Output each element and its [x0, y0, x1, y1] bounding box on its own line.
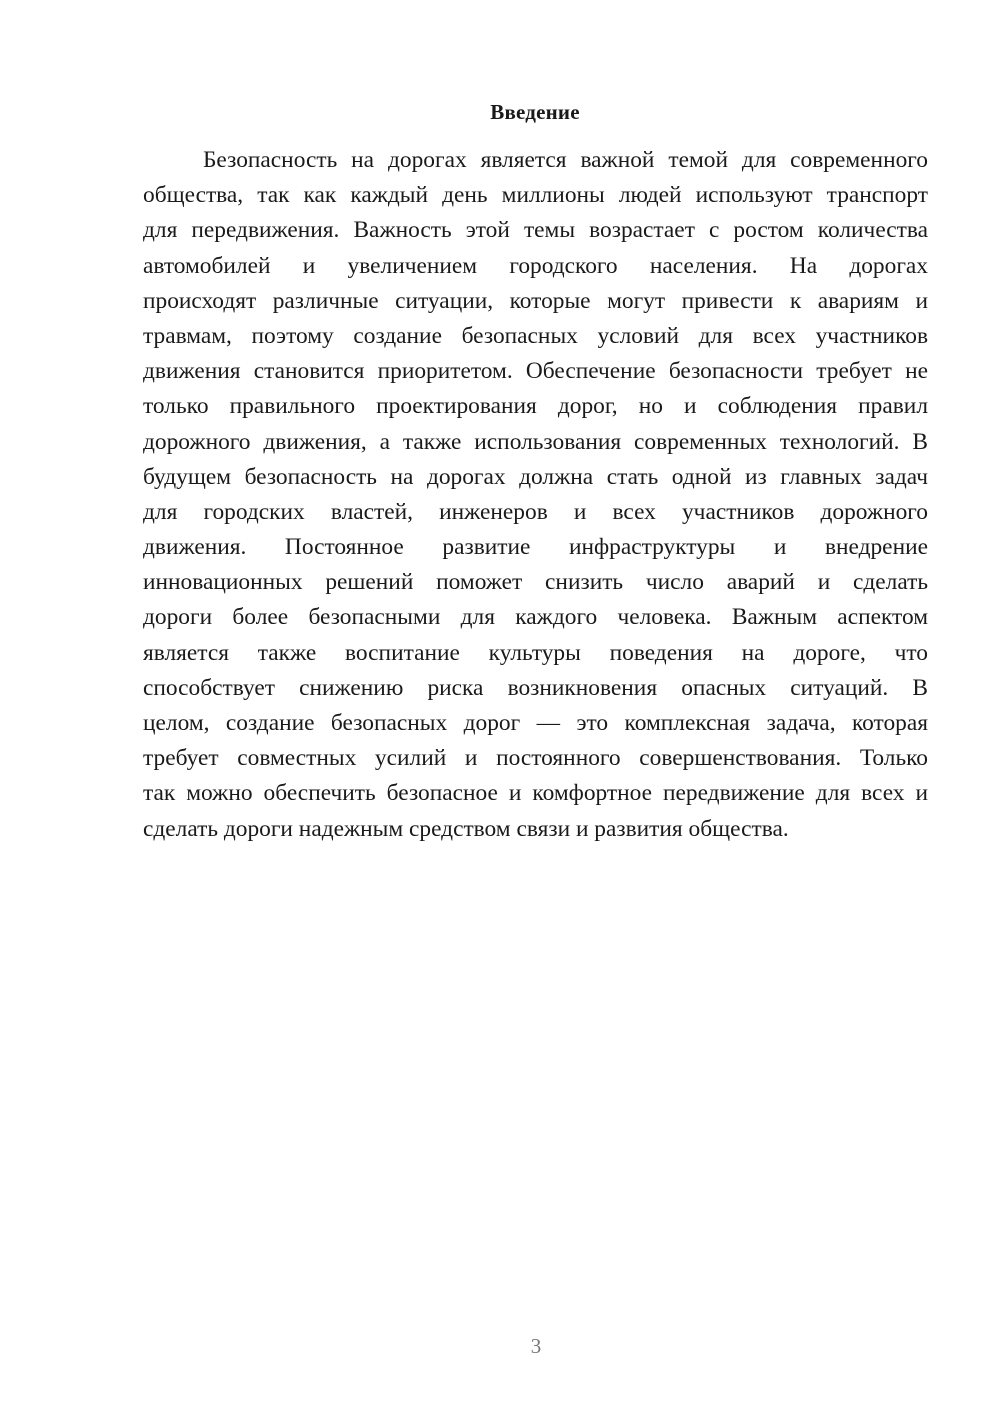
paragraph-line: происходят различные ситуации, которые могут привести к авариям и: [143, 287, 928, 314]
paragraph-line: является также воспитание культуры поведения на дороге, что: [143, 639, 928, 666]
page-number: 3: [530, 1334, 542, 1358]
paragraph-line: сделать дороги надежным средством связи и развития общества.: [143, 815, 789, 842]
paragraph-line: способствует снижению риска возникновения опасных ситуаций. В: [143, 674, 928, 701]
paragraph-line: Безопасность на дорогах является важной темой для современного: [203, 147, 928, 173]
section-heading: Введение: [490, 100, 580, 124]
paragraph-line: инновационных решений поможет снизить число аварий и сделать: [143, 569, 928, 596]
paragraph-line: для передвижения. Важность этой темы возрастает с ростом количества: [143, 217, 928, 244]
paragraph-line: травмам, поэтому создание безопасных условий для всех участников: [143, 322, 928, 349]
paragraph-line: так можно обеспечить безопасное и комфортное передвижение для всех и: [143, 780, 928, 807]
paragraph-line: дороги более безопасными для каждого человека. Важным аспектом: [143, 604, 928, 631]
paragraph-line: движения. Постоянное развитие инфраструктуры и внедрение: [143, 534, 928, 561]
paragraph-line: автомобилей и увеличением городского населения. На дорогах: [143, 252, 928, 279]
paragraph-line: целом, создание безопасных дорог — это комплексная задача, которая: [143, 710, 928, 736]
body-paragraph: [143, 143, 928, 847]
paragraph-line: движения становится приоритетом. Обеспечение безопасности требует не: [143, 358, 928, 385]
paragraph-line: только правильного проектирования дорог, но и соблюдения правил: [143, 393, 928, 420]
paragraph-line: общества, так как каждый день миллионы людей используют транспорт: [143, 182, 928, 209]
paragraph-line: дорожного движения, а также использования современных технологий. В: [143, 428, 928, 455]
paragraph-line: требует совместных усилий и постоянного совершенствования. Только: [143, 745, 928, 772]
paragraph-line: будущем безопасность на дорогах должна стать одной из главных задач: [143, 463, 928, 490]
paragraph-line: для городских властей, инженеров и всех участников дорожного: [143, 498, 928, 525]
